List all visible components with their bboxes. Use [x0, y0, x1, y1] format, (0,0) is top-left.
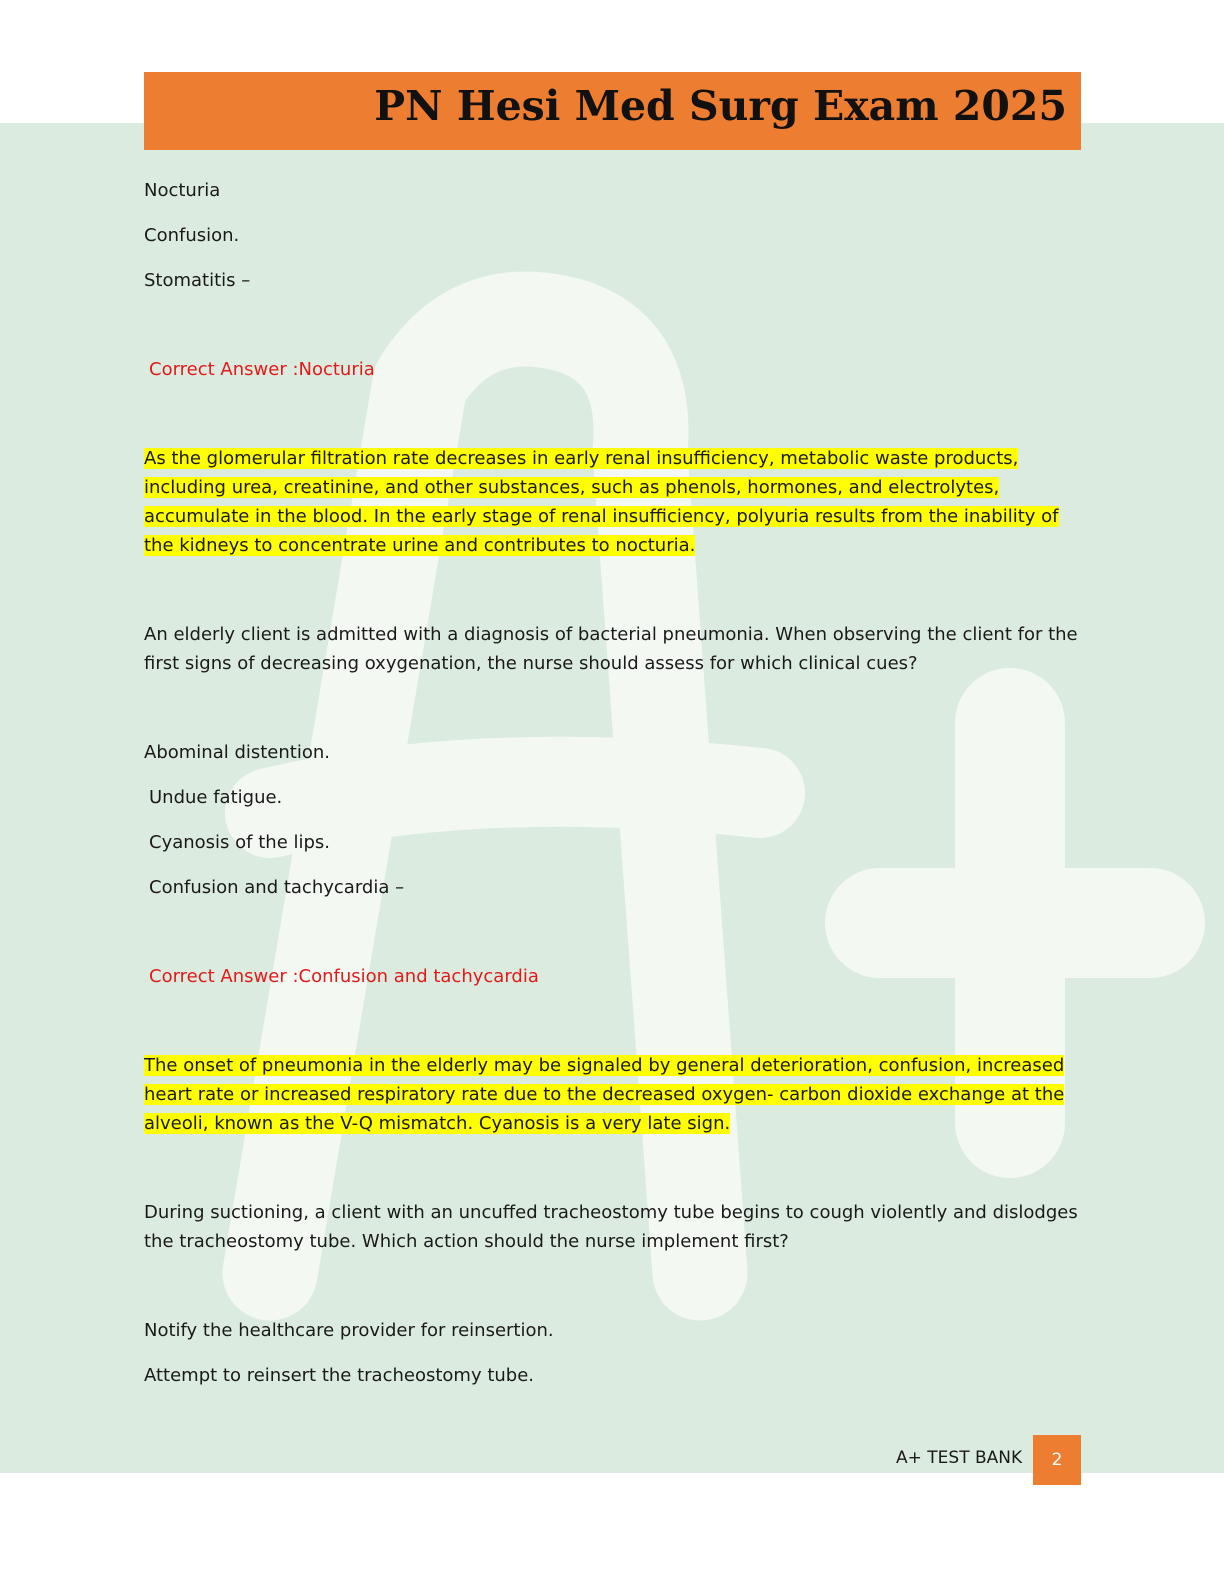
q1-correct-answer: Correct Answer :Nocturia [149, 359, 375, 380]
q2-option-3: Cyanosis of the lips. [149, 832, 331, 853]
q1-explanation: As the glomerular filtration rate decreases in early renal insufficiency, metabolic waste products, including urea, creatinine, and other substances, such as phenols, hormones, and electrolytes, accumulate in the blood. In the early stage of renal insufficiency, polyuria results from the inability of the kidneys to concentrate urine and contributes to nocturia. [144, 448, 1059, 556]
q2-correct-answer: Correct Answer :Confusion and tachycardia [149, 966, 539, 987]
q3-question: During suctioning, a client with an uncuffed tracheostomy tube begins to cough violently and dislodges the tracheostomy tube. Which action should the nurse implement first? [144, 1202, 1078, 1252]
q2-option-1: Abominal distention. [144, 742, 330, 763]
q1-option-1: Nocturia [144, 180, 221, 201]
q2-question: An elderly client is admitted with a diagnosis of bacterial pneumonia. When observing the client for the first signs of decreasing oxygenation, the nurse should assess for which clinical cues? [144, 624, 1078, 674]
q2-explanation: The onset of pneumonia in the elderly may be signaled by general deterioration, confusion, increased heart rate or increased respiratory rate due to the decreased oxygen- carbon dioxide exchange at the alveoli, known as the V-Q mismatch. Cyanosis is a very late sign. [144, 1055, 1065, 1134]
q3-option-2: Attempt to reinsert the tracheostomy tube. [144, 1365, 535, 1386]
document-body [144, 176, 1084, 1406]
header-banner [144, 72, 1081, 150]
page-number: 2 [1033, 1435, 1081, 1485]
q2-option-4: Confusion and tachycardia – [149, 877, 405, 898]
q2-option-2: Undue fatigue. [149, 787, 283, 808]
q3-option-1: Notify the healthcare provider for reinsertion. [144, 1320, 554, 1341]
footer-label: A+ TEST BANK [896, 1448, 1023, 1468]
page-title: PN Hesi Med Surg Exam 2025 [374, 82, 1067, 130]
q1-option-2: Confusion. [144, 225, 240, 246]
q1-option-3: Stomatitis – [144, 270, 251, 291]
